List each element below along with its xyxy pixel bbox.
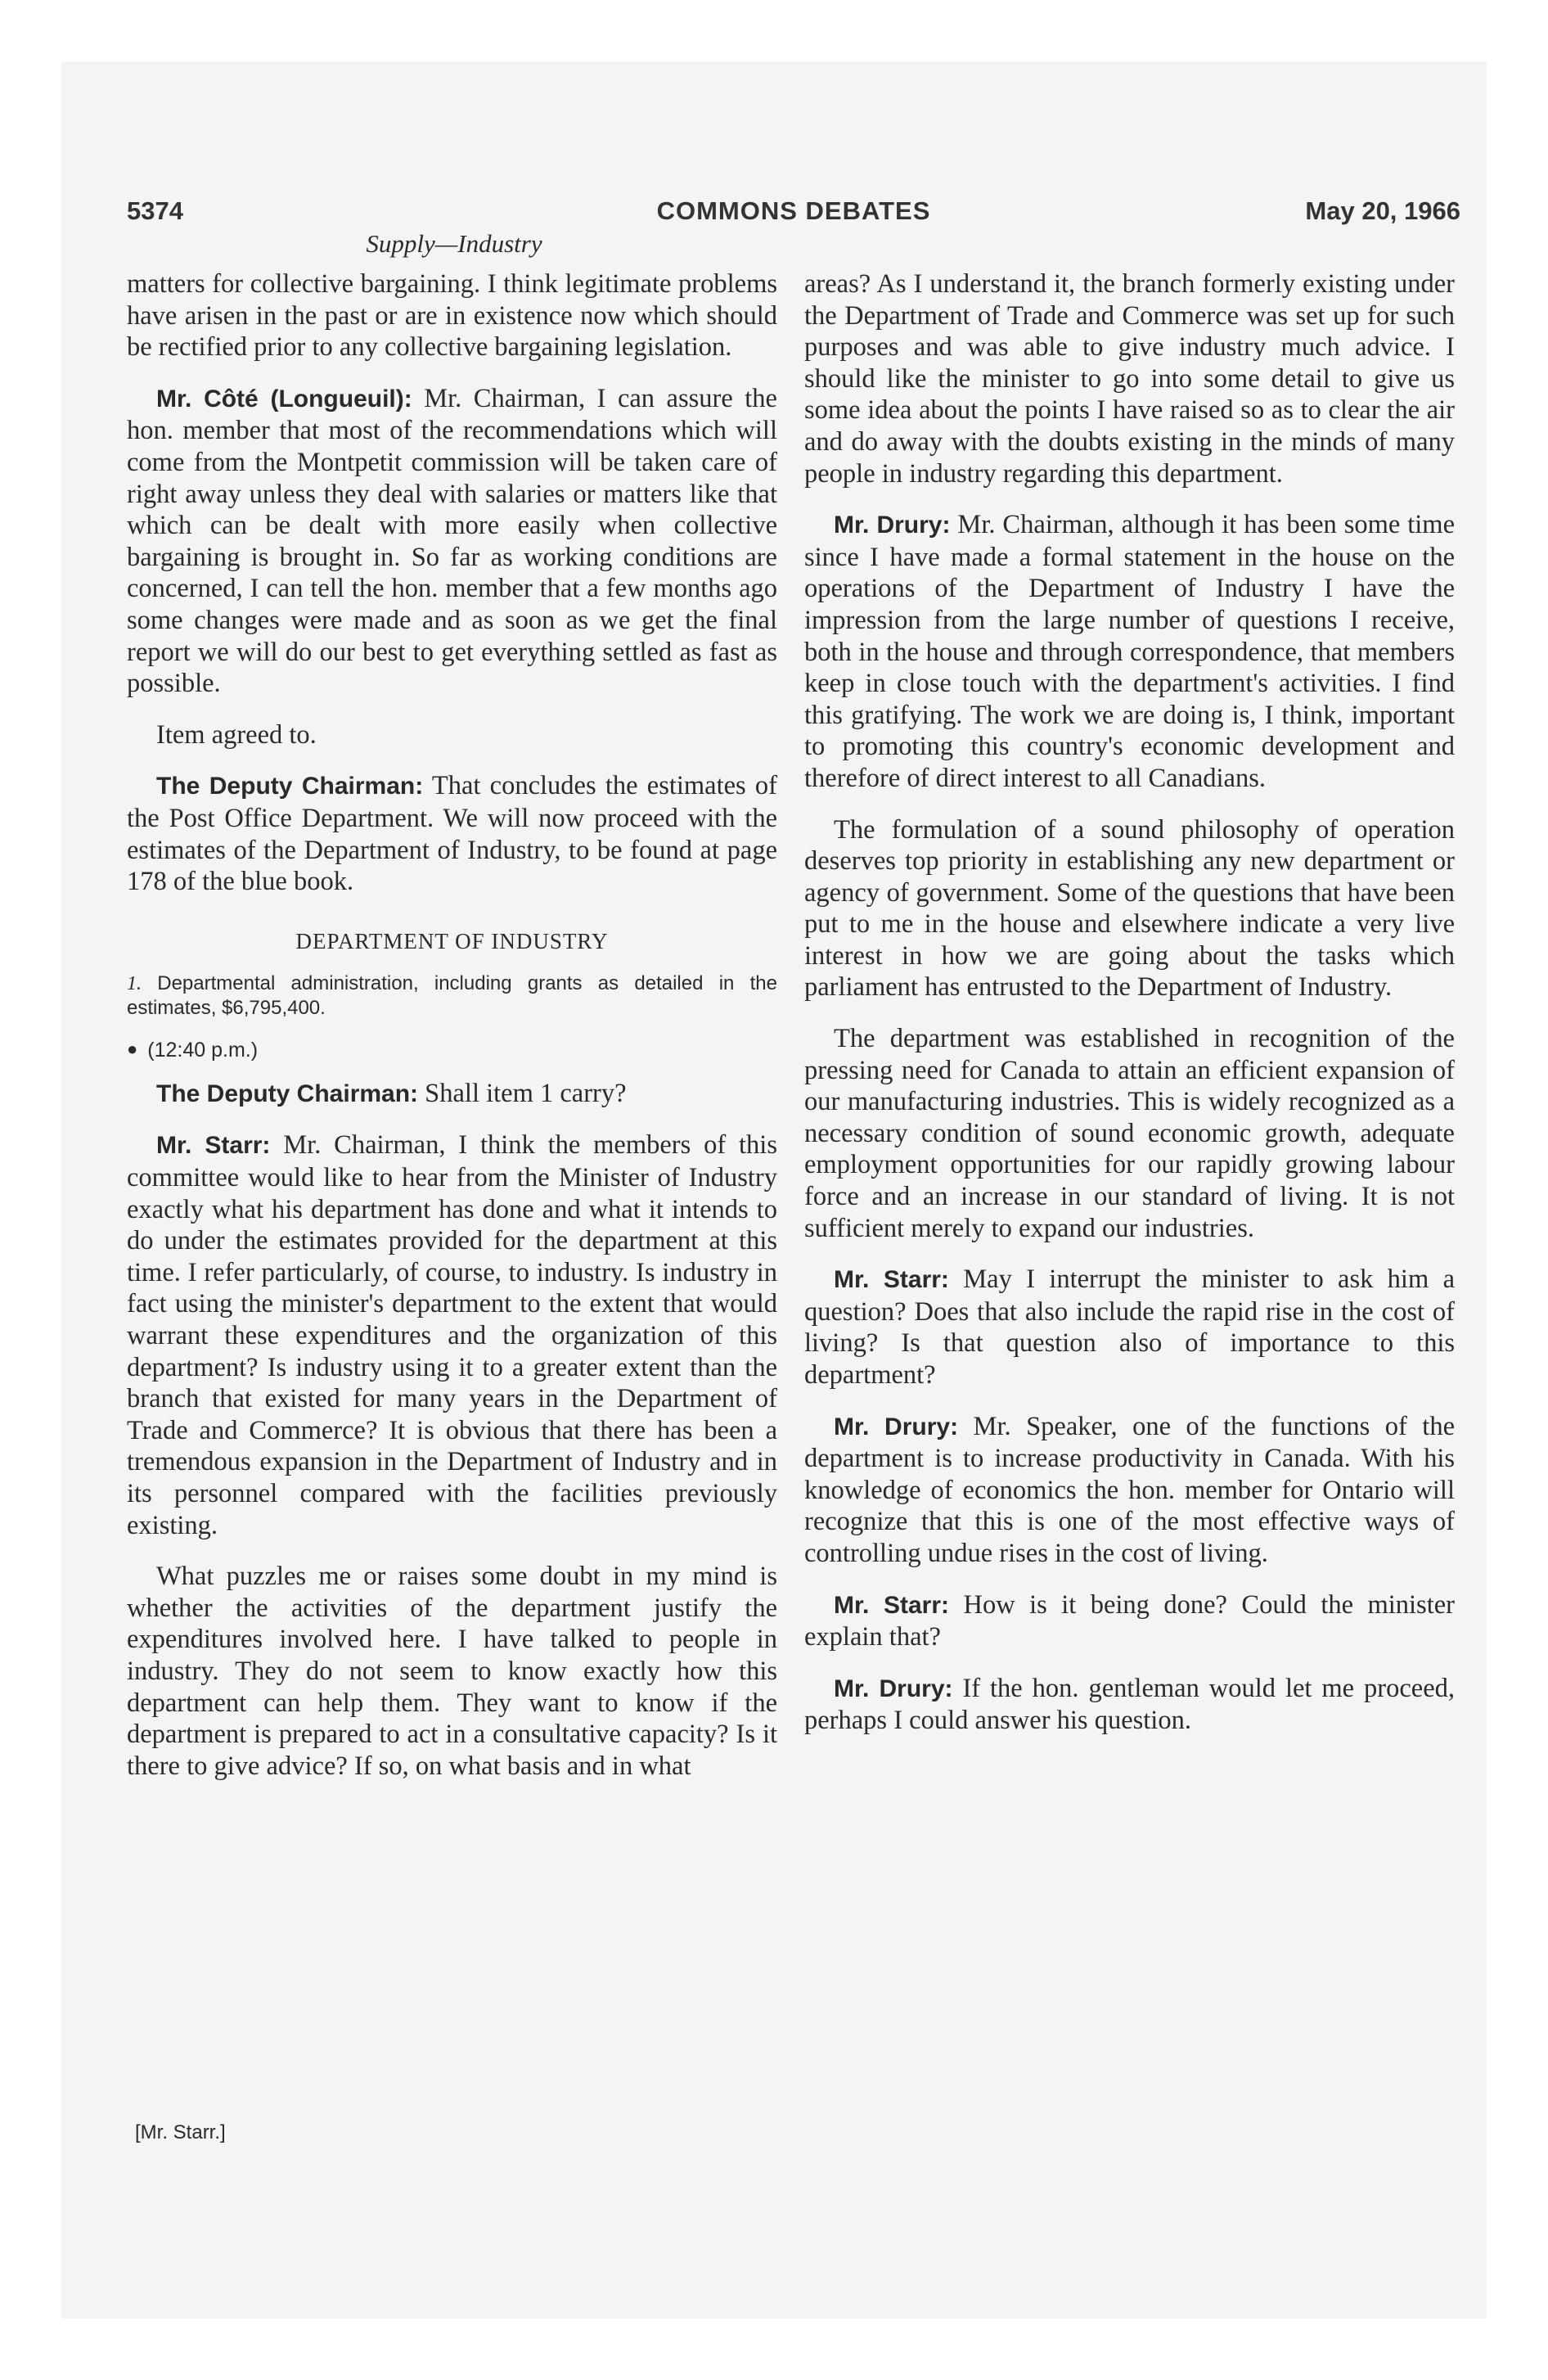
speaker-name: Mr. Drury: (834, 1675, 953, 1702)
speech (804, 1264, 1455, 1391)
speech-text: Mr. Chairman, I can assure the hon. member that most of the recommendations which will come from the Montpetit commission will be taken care of right away unless they deal with salaries or matters like that which can be dealt with more easily when collective bargaining is brought in. So far as working conditions are concerned, I can tell the hon. member that a few months ago some changes were made and as soon as we get the final report we will do our best to get everything settled as fast as possible. (127, 383, 777, 699)
speaker-name: Mr. Drury: (834, 512, 951, 539)
department-heading: DEPARTMENT OF INDUSTRY (295, 928, 609, 953)
speech (127, 1129, 777, 1541)
speech (804, 1673, 1455, 1737)
speech (127, 1078, 777, 1111)
speech-text: Mr. Speaker, one of the functions of the department is to increase productivity in Canada. With his knowledge of economics the hon. member for Ontario will recognize that this is one of the most effective ways of controlling undue rises in the cost of living. (804, 1411, 1455, 1568)
timestamp (127, 1034, 777, 1066)
speech-text: Shall item 1 carry? (418, 1078, 627, 1108)
publication-date: May 20, 1966 (1305, 196, 1460, 225)
speaker-name: Mr. Starr: (156, 1132, 271, 1160)
page-number: 5374 (127, 196, 183, 225)
speech-text: May I interrupt the minister to ask him a question? Does that also include the rapid rise in the cost of living? Is that question also of importance to this department? (804, 1264, 1455, 1390)
speaker-name: The Deputy Chairman: (156, 1080, 419, 1107)
speech-text: Mr. Chairman, I think the members of this committee would like to hear from the Minister of Industry exactly what his department has done and what it intends to do under the estimates provided for the department at this time. I refer particularly, of course, to industry. Is industry in fact using the minister's department to the extent that would warrant these expenditures and the organization of this department? Is industry using it to a greater extent than the branch that existed for many years in the Department of Trade and Commerce? It is obvious that there has been a tremendous expansion in the Department of Industry and in its personnel compared with the facilities previously existing. (127, 1130, 777, 1540)
speaker-name: The Deputy Chairman: (156, 773, 424, 800)
running-head: Supply—Industry (366, 229, 542, 258)
speaker-name: Mr. Côté (Longueuil): (156, 385, 412, 412)
paragraph: The department was established in recognition of the pressing need for Canada to attain an efficient expansion of our manufacturing industries. This is widely recognized as a necessary condition of sound economic growth, adequate employment opportunities for our rapidly growing labour force and an increase in our standard of living. It is not sufficient merely to expand our industries. (804, 1024, 1455, 1243)
speech (127, 770, 777, 897)
paragraph: Item agreed to. (156, 719, 317, 750)
speaker-name: Mr. Starr: (834, 1591, 950, 1619)
speaker-name: Mr. Starr: (834, 1266, 949, 1294)
speech-text: Mr. Chairman, although it has been some time since I have made a formal statement in the house on the operations of the Department of Industry I have the impression from the large number of questions I receive, both in the house and through correspondence, that members keep in close touch with the department's activities. I find this gratifying. The work we are doing is, I think, important to promoting this country's economic development and therefore of direct interest to all Canadians. (804, 510, 1456, 793)
paragraph: What puzzles me or raises some doubt in my mind is whether the activities of the department justify the expenditures involved here. I have talked to people in industry. They do not seem to know exactly how this department can help them. They want to know if the department is prepared to act in a consultative capacity? Is it there to give advice? If so, on what basis and in what (127, 1562, 777, 1781)
speaker-name: Mr. Drury: (834, 1413, 959, 1440)
speech (127, 383, 777, 700)
time-text: (12:40 p.m.) (147, 1039, 259, 1062)
left-column (127, 268, 777, 1801)
item-number: 1. (127, 973, 142, 995)
speaker-footer: [Mr. Starr.] (135, 2121, 226, 2143)
speech (804, 509, 1455, 794)
item-text: Departmental administration, including grants as detailed in the estimates, $6,795,400. (127, 972, 777, 1020)
publication-title: COMMONS DEBATES (656, 196, 931, 225)
paragraph: matters for collective bargaining. I think legitimate problems have arisen in the past or are in existence now which should be rectified prior to any collective bargaining legislation. (127, 269, 777, 363)
speech-text: How is it being done? Could the minister explain that? (804, 1589, 1455, 1652)
speech-text: If the hon. gentleman would let me proceed, perhaps I could answer his question. (804, 1673, 1455, 1736)
paragraph: areas? As I understand it, the branch formerly existing under the Department of Trade and Commerce was set up for such purposes and was able to give industry much advice. I should like the minister to go into some detail to give us some idea about the points I have raised so as to clear the air and do away with the doubts existing in the minds of many people in industry regarding this department. (804, 269, 1455, 489)
bullet-icon: ● (127, 1039, 138, 1060)
speech (804, 1589, 1455, 1653)
speech-text: That concludes the estimates of the Post Office Department. We will now proceed with the estimates of the Department of Industry, to be found at page 178 of the blue book. (127, 771, 778, 897)
paragraph: The formulation of a sound philosophy of operation deserves top priority in establishing any new department or agency of government. Some of the questions that have been put to me in the house and elsewhere indicate a very live interest in how we are going about the tasks which parliament has entrusted to the Department of Industry. (804, 814, 1455, 1003)
speech (804, 1411, 1455, 1570)
estimate-item (127, 971, 777, 1021)
right-column (804, 268, 1455, 1756)
